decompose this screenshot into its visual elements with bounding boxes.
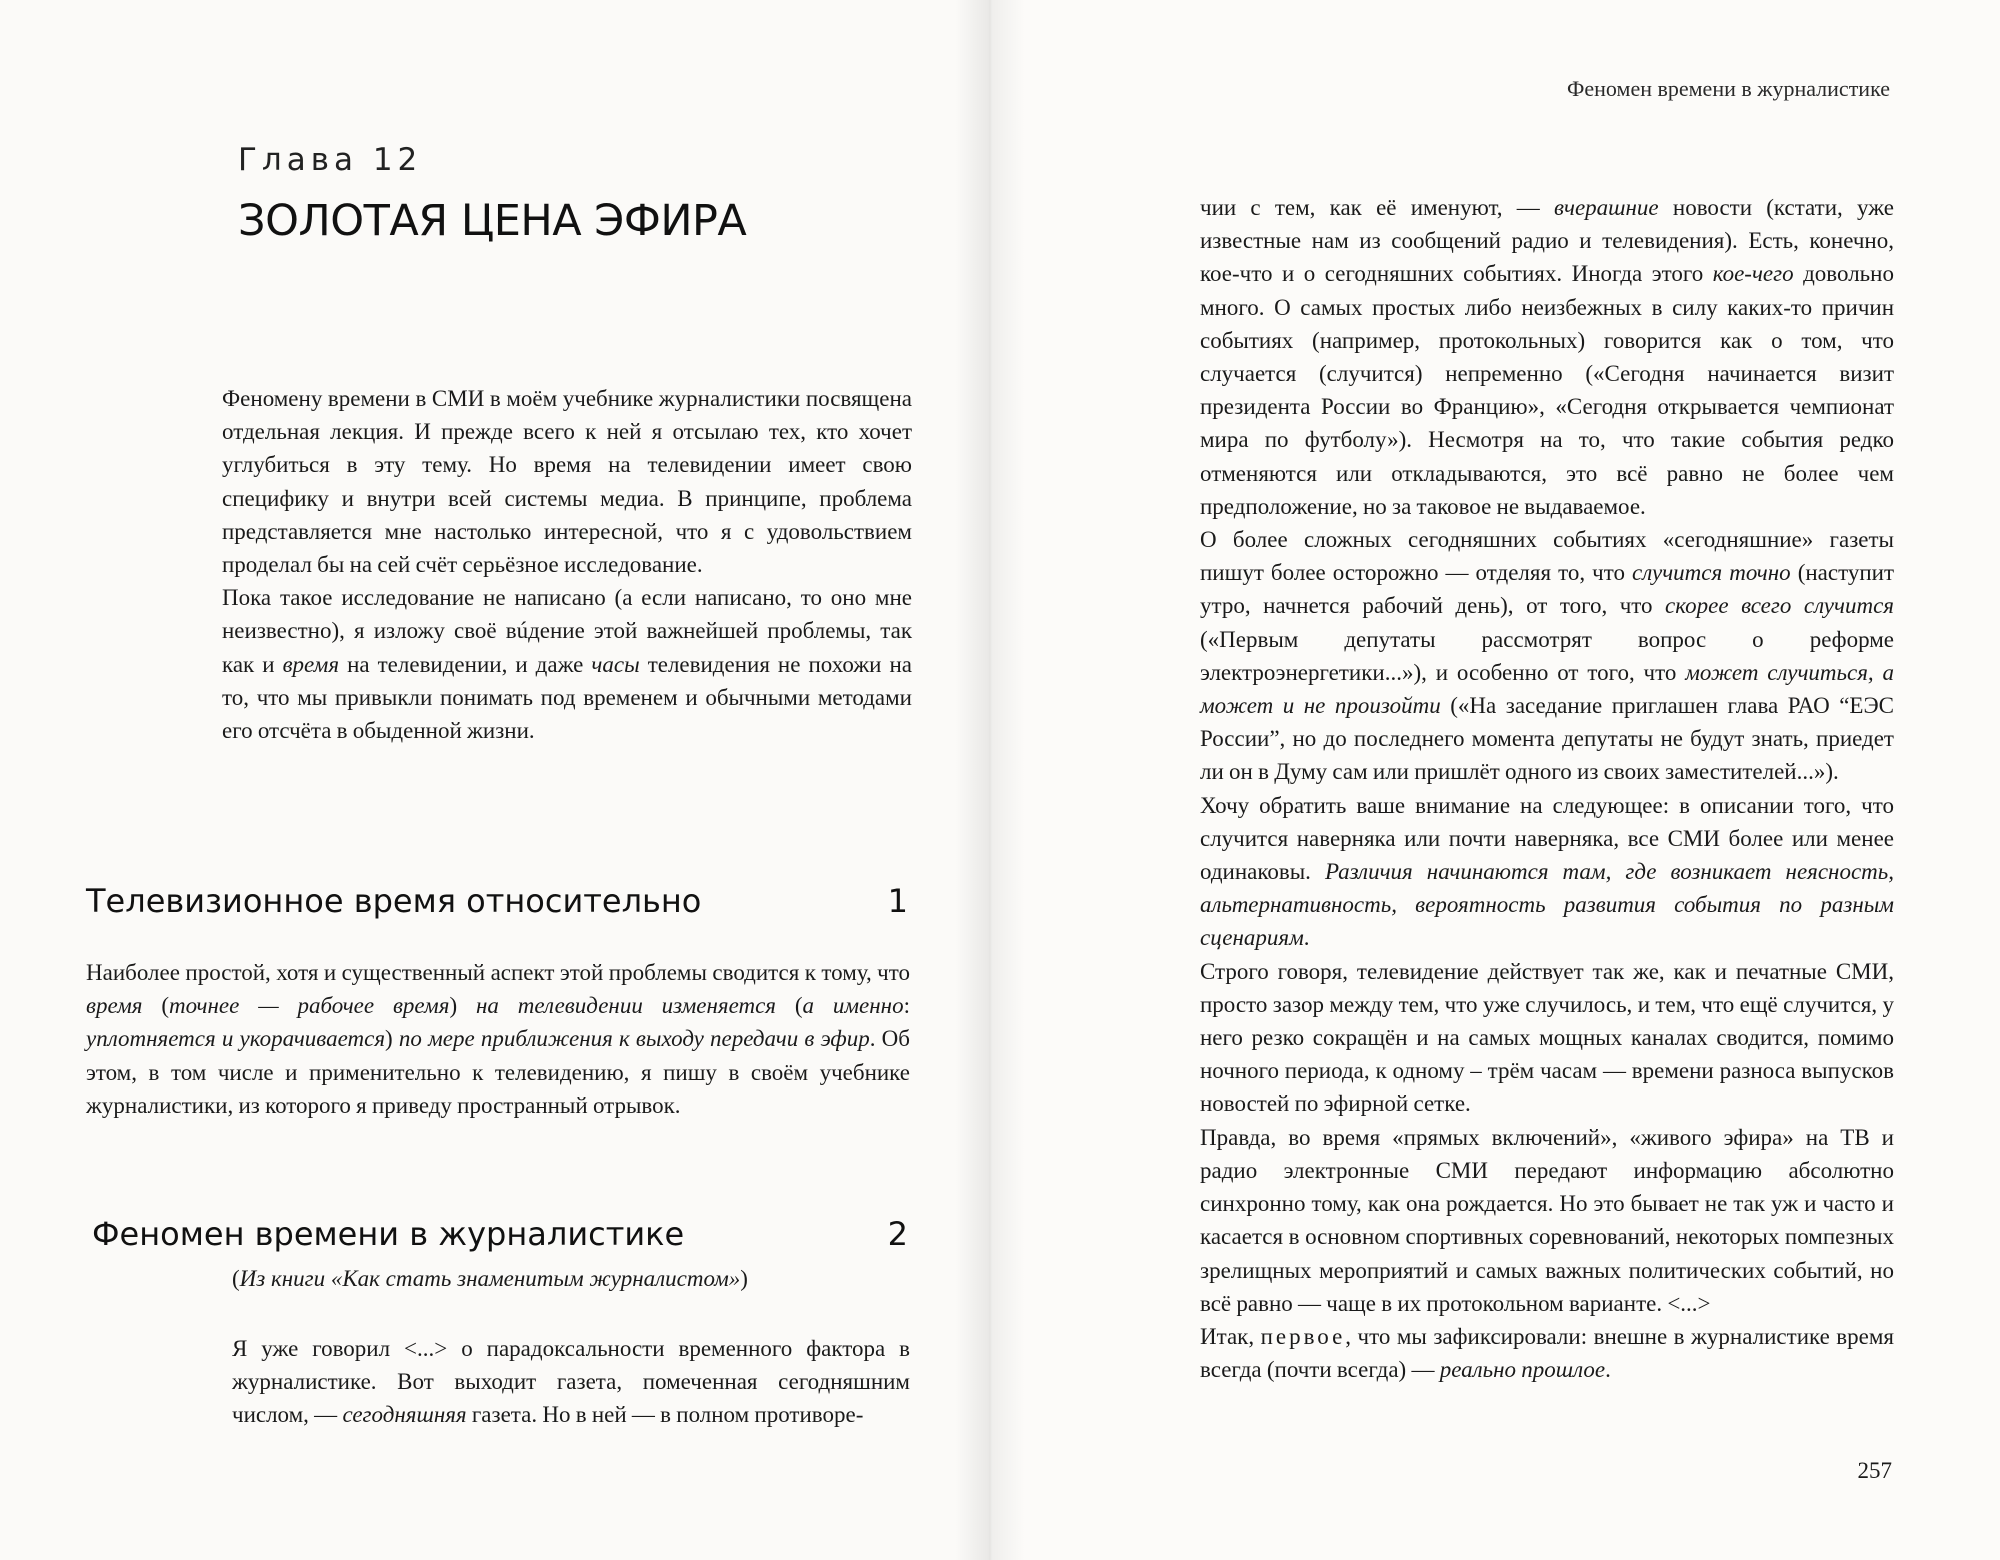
section-1-text: [86, 956, 910, 1122]
section-1-paragraph: Наиболее простой, хотя и существенный аспект этой проблемы сводится к тому, что время (точнее — рабочее время) на телевидении изменяется (а именно: уплотняется и укорачивается) по мере приближения к выходу передачи в эфир. Об этом, в том числе и применительно к телевидению, я пишу в своём учебнике журналистики, из которого я приведу пространный отрывок.: [86, 960, 910, 1118]
section-2-number: 2: [887, 1215, 908, 1253]
page-number: 257: [1857, 1458, 1892, 1483]
intro-paragraph-2: Пока такое исследование не написано (а если написано, то оно мне неизвестно), я изложу своё вúдение этой важнейшей проблемы, так как и время на телевидении, и даже часы телевидения не похожи на то, что мы привыкли понимать под временем и обычными методами его отсчёта в обыденной жизни.: [222, 585, 912, 744]
left-page: [0, 0, 990, 1560]
section-2-title: Феномен времени в журналистике: [92, 1215, 685, 1253]
intro-paragraph-1: Феномену времени в СМИ в моём учебнике журналистики посвящена отдельная лекция. И прежде всего к ней я отсылаю тех, кто хочет углубиться в эту тему. Но время на телевидении имеет свою специфику и внутри всей системы медиа. В принципе, проблема представляется мне настолько интересной, что я с удовольствием проделал бы на сей счёт серьёзное исследование.: [222, 386, 912, 578]
right-paragraph-6: Итак, первое, что мы зафиксировали: внешне в журналистике время всегда (почти всегда) — реально прошлое.: [1200, 1323, 1894, 1383]
section-1-title: Телевизионное время относительно: [86, 882, 702, 920]
intro-text: [222, 382, 912, 747]
book-gutter: [955, 0, 1025, 1560]
section-1-number: 1: [887, 882, 908, 920]
right-paragraph-3: Хочу обратить ваше внимание на следующее: в описании того, что случится наверняка или почти наверняка, все СМИ более или менее одинаковы. Различия начинаются там, где возникает неясность, альтернативность, вероятность развития события по разным сценариям.: [1200, 792, 1895, 951]
chapter-label: Глава 12: [238, 142, 423, 178]
section-1-heading: [86, 882, 908, 920]
right-page-text: [1200, 191, 1894, 1386]
right-paragraph-5: Правда, во время «прямых включений», «живого эфира» на ТВ и радио электронные СМИ передают информацию абсолютно синхронно тому, как она рождается. Но это бывает не так уж и часто и касается в основном спортивных соревнований, некоторых помпезных зрелищных мероприятий и самых важных политических событий, но всё равно — чаще в их протокольном варианте. <...>: [1200, 1124, 1894, 1316]
section-2-text: [232, 1332, 910, 1432]
running-header: Феномен времени в журналистике: [1567, 76, 1890, 101]
chapter-title: ЗОЛОТАЯ ЦЕНА ЭФИРА: [238, 196, 747, 246]
section-2-subtitle: (Из книги «Как стать знаменитым журналистом»): [232, 1266, 748, 1291]
right-paragraph-2: О более сложных сегодняшних событиях «сегодняшние» газеты пишут более осторожно — отделяя то, что случится точно (наступит утро, начнется рабочий день), от того, что скорее всего случится («Первым депутаты рассмотрят вопрос о реформе электроэнергетики...»), и особенно от того, что может случиться, а может и не произойти («На заседание приглашен глава РАО “ЕЭС России”, но до последнего момента депутаты не будут знать, приедет ли он в Думу сам или пришлёт одного из своих заместителей...»).: [1200, 527, 1894, 785]
right-paragraph-1: чии с тем, как её именуют, — вчерашние новости (кстати, уже известные нам из сообщений радио и телевидения). Есть, конечно, кое-что и о сегодняшних событиях. Иногда этого кое-чего довольно много. О самых простых либо неизбежных в силу каких-то причин событиях (например, протокольных) говорится как о том, что случается (случится) непременно («Сегодня начинается визит президента России во Францию», «Сегодня открывается чемпионат мира по футболу»). Несмотря на то, что такие события редко отменяются или откладываются, это всё равно не более чем предположение, но за таковое не выдаваемое.: [1200, 195, 1895, 519]
section-2-paragraph: Я уже говорил <...> о парадоксальности временного фактора в журналистике. Вот выходит газета, помеченная сегодняшним числом, — сегодняшняя газета. Но в ней — в полном противоре-: [232, 1336, 910, 1428]
right-paragraph-4: Строго говоря, телевидение действует так же, как и печатные СМИ, просто зазор между тем, что уже случилось, и тем, что ещё случится, у него резко сокращён и на самых мощных каналах сводится, помимо ночного периода, к одному – трём часам — времени разноса выпусков новостей по эфирной сетке.: [1200, 958, 1894, 1117]
section-2-heading: [92, 1215, 908, 1253]
